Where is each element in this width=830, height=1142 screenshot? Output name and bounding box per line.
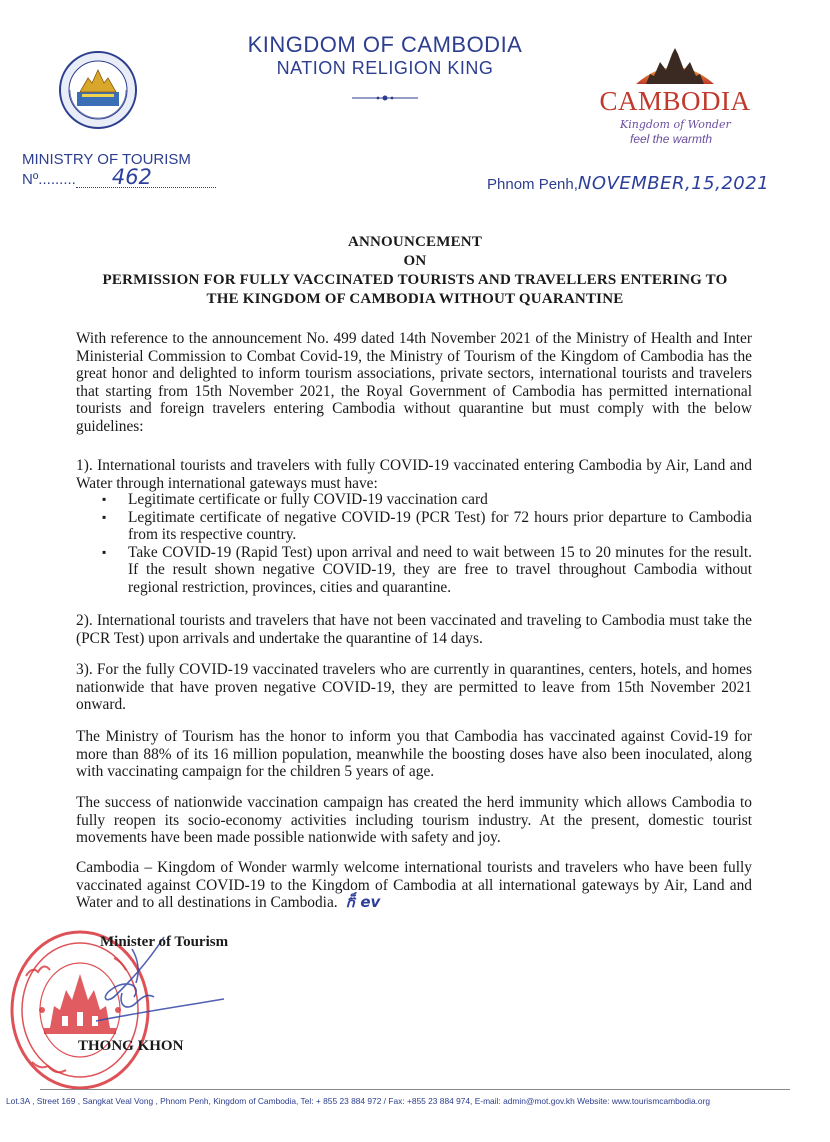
guideline-1: 1). International tourists and travelers with fully COVID-19 vaccinated entering Cambodia by Air, Land and Water through international gateways must have: <box>76 457 752 492</box>
brand-tagline: Kingdom of Wonder <box>620 118 731 131</box>
announcement-subject-line2: THE KINGDOM OF CAMBODIA WITHOUT QUARANTINE <box>206 291 624 307</box>
motto: NATION RELIGION KING <box>276 58 494 78</box>
guideline-3: 3). For the fully COVID-19 vaccinated travelers who are currently in quarantines, centers, hotels, and homes nationwide that have proven negative COVID-19, they are permitted to leave from 15th November 2021 onward. <box>76 661 752 714</box>
welcome-text: Cambodia – Kingdom of Wonder warmly welcome international tourists and travelers who have been fully vaccinated against COVID-19 to the Kingdom of Cambodia at all international gateways by Air, Land and Water and to all destinations in Cambodia. <box>76 859 752 912</box>
intro-paragraph: With reference to the announcement No. 499 dated 14th November 2021 of the Ministry of Health and Inter Ministerial Commission to Combat Covid-19, the Ministry of Tourism of the Kingdom of Cambodia has the great honor and delighted to inform tourism associations, private sectors, international tourists and travelers that starting from 15th November 2021, the Royal Government of Cambodia has permitted international tourists and foreign travelers entering Cambodia without quarantine but must comply with the below guidelines: <box>76 330 752 435</box>
place: Phnom Penh, <box>487 176 578 193</box>
announcement-on: ON <box>403 253 427 269</box>
list-item: ▪ Legitimate certificate of negative COVID-19 (PCR Test) for 72 hours prior departure to Cambodia from its respective country. <box>102 509 752 544</box>
list-item: ▪ Take COVID-19 (Rapid Test) upon arrival and need to wait between 15 to 20 minutes for the result. If the result shown negative COVID-19, they are free to travel throughout Cambodia without regional restriction, provinces, cities and quarantine. <box>102 544 752 597</box>
ministry-name: MINISTRY OF TOURISM <box>22 151 191 168</box>
list-item: ▪ Legitimate certificate or fully COVID-19 vaccination card <box>102 491 752 509</box>
welcome-paragraph <box>76 859 752 912</box>
guideline-1-bullets <box>102 491 752 597</box>
kingdom-title: KINGDOM OF CAMBODIA <box>247 32 523 57</box>
signer-name: THONG KHON <box>78 1038 184 1054</box>
reference-prefix: Nº......... <box>22 171 76 188</box>
footer-address: Lot.3A , Street 169 , Sangkat Veal Vong , Phnom Penh, Kingdom of Cambodia, Tel: + 855 23 884 972 / Fax: +855 23 884 974, E-mail: admin@mot.gov.kh Website: www.tourismcambodia.org <box>6 1096 711 1106</box>
brand-name: CAMBODIA <box>599 86 751 116</box>
cambodia-brand-logo <box>590 40 760 150</box>
place-date <box>487 173 769 194</box>
reference-number <box>22 165 216 189</box>
brand-tagline-secondary: feel the warmth <box>630 132 713 146</box>
handwritten-number: 462 <box>111 165 152 189</box>
announcement-subject-line1: PERMISSION FOR FULLY VACCINATED TOURISTS AND TRAVELLERS ENTERING TO <box>102 272 728 288</box>
angkor-temple-icon <box>632 40 718 84</box>
handwritten-date: NOVEMBER,15,2021 <box>577 173 770 194</box>
announcement-title: ANNOUNCEMENT <box>347 234 483 250</box>
minister-title: Minister of Tourism <box>100 934 229 950</box>
vaccination-paragraph: The Ministry of Tourism has the honor to inform you that Cambodia has vaccinated against Covid-19 for more than 88% of its 16 million population, meanwhile the boosting doses have also been inoculated, along with vaccinating campaign for the children 5 years of age. <box>76 728 752 781</box>
reopening-paragraph: The success of nationwide vaccination campaign has created the herd immunity which allows Cambodia to fully reopen its socio-economy activities including tourism industry. At the present, domestic tourist movements have been made possible nationwide with safety and joy. <box>76 794 752 847</box>
ornament-divider-icon <box>352 94 418 102</box>
ministry-of-tourism-logo <box>58 50 138 130</box>
handwritten-initials: ក៏ ev <box>345 893 381 912</box>
guideline-2: 2). International tourists and travelers that have not been vaccinated and traveling to Cambodia must take the (PCR Test) upon arrivals and undertake the quarantine of 14 days. <box>76 612 752 647</box>
reference-blank <box>76 165 216 189</box>
footer-divider <box>40 1089 790 1090</box>
